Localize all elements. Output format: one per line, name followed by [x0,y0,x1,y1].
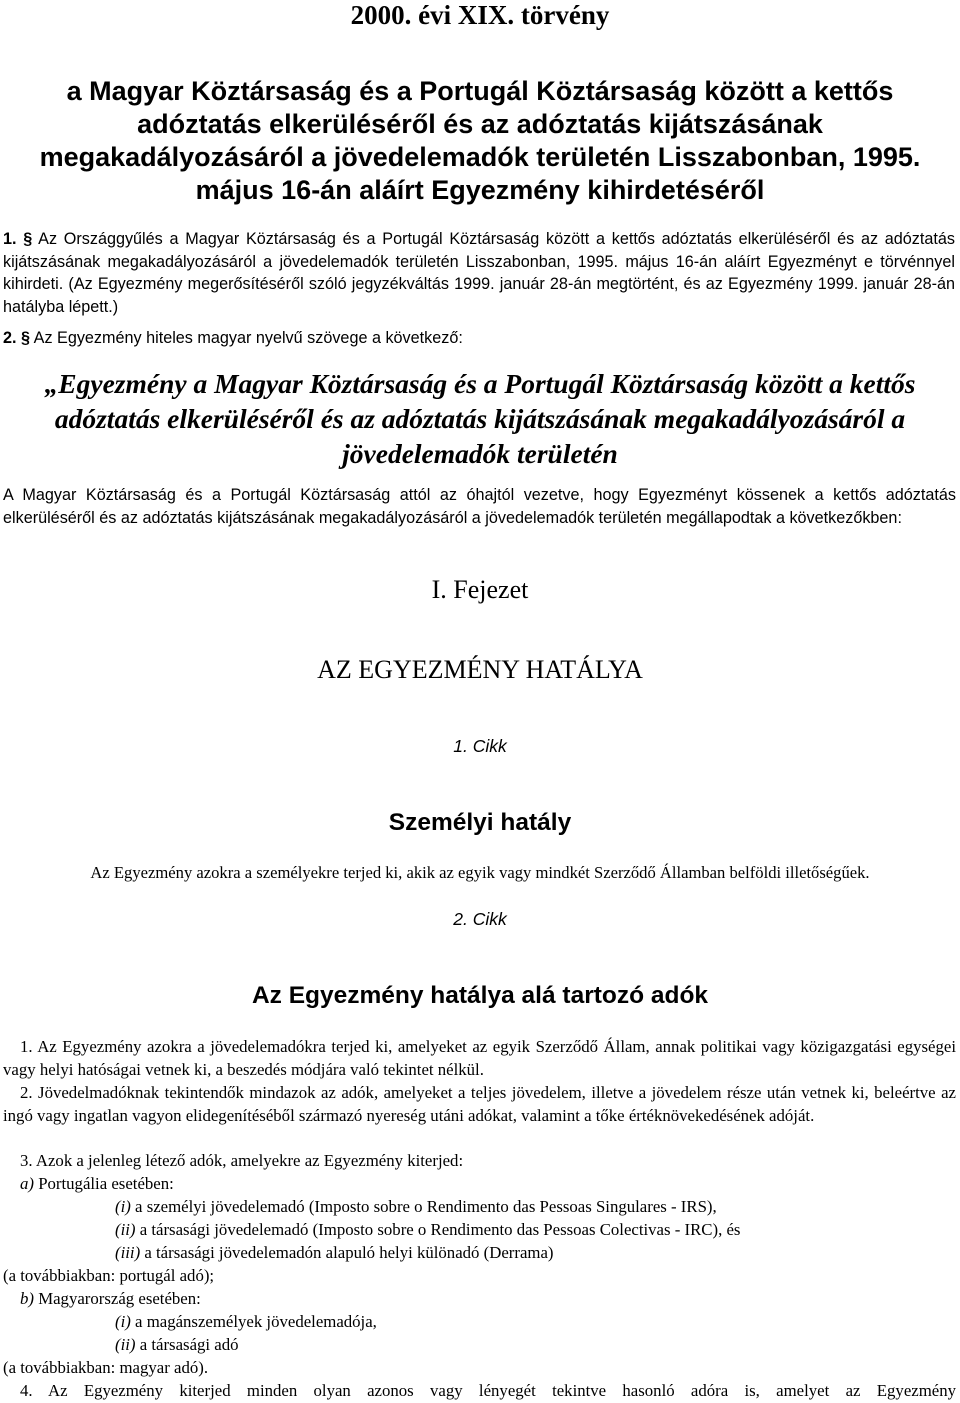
chapter-label: I. Fejezet [431,575,529,604]
portugal-marker: a) [20,1174,34,1193]
portugal-heading [20,1174,174,1194]
section-2-number: 2. [3,329,17,347]
hungary-label: Magyarország esetében: [38,1289,201,1308]
item-text: a társasági jövedelemadón alapuló helyi különadó (Derrama) [144,1243,554,1262]
section-2-text: Az Egyezmény hiteles magyar nyelvű szövege a következő: [33,329,463,347]
portugal-item [115,1220,740,1240]
hungary-marker: b) [20,1289,34,1308]
section-1-text: Az Országgyűlés a Magyar Köztársaság és a Portugál Köztársaság között a kettős adóztatás elkerüléséről és az adóztatás kijátszásának megakadályozásáról a jövedelemadók területén Lisszabonban, 1995. május 16-án aláírt Egyezményt e törvénnyel kihirdeti. (Az Egyezmény megerősítéséről szóló jegyzékváltás 1999. január 28-án megtörtént, és az Egyezmény 1999. január 28-án hatályba lépett.) [3,230,955,316]
article-2-paragraph-2: 2. Jövedelmadóknak tekintendők mindazok az adók, amelyeket a teljes jövedelem, illetve a jövedelem része után vetnek ki, beleértve az ingó vagy ingatlan vagyon elidegenítéséből származó nyereség utáni adókat, valamint a tőke értéknövekedésének adóját. [3,1083,956,1125]
hungary-item [115,1312,377,1332]
article-2-paragraph-3-intro: 3. Azok a jelenleg létező adók, amelyekre az Egyezmény kiterjed: [20,1151,464,1170]
chapter-title: AZ EGYEZMÉNY HATÁLYA [317,655,643,684]
item-text: a társasági adó [139,1335,239,1354]
item-marker: (ii) [115,1220,136,1239]
item-text: a társasági jövedelemadó (Imposto sobre o Rendimento das Pessoas Colectivas - IRC), és [139,1220,741,1239]
hungary-item [115,1335,239,1355]
law-title: a Magyar Köztársaság és a Portugál Köztársaság között a kettős adóztatás elkerüléséről és az adóztatás kijátszásának megakadályozásáról a jövedelemadók területén Lisszabonban, 1995. május 16-án aláírt Egyezmény kihirdetéséről [39,76,921,205]
item-marker: (i) [115,1312,131,1331]
article-2-paragraph-1: 1. Az Egyezmény azokra a jövedelemadókra terjed ki, amelyeket az egyik Szerződő Állam, annak politikai vagy közigazgatási egységei vagy helyi hatóságai vetnek ki, a beszedés módjára való tekintet nélkül. [3,1037,956,1079]
section-1-number: 1. [3,230,17,248]
hungary-heading [20,1289,201,1309]
taxes-list [0,1151,960,1403]
section-2 [3,327,955,350]
section-1 [3,228,955,318]
section-1-sign: § [23,230,33,248]
item-marker: (ii) [115,1335,136,1354]
section-2-sign: § [21,329,31,347]
law-number: 2000. évi XIX. törvény [350,0,610,30]
portugal-item [115,1197,717,1217]
portugal-label: Portugália esetében: [38,1174,174,1193]
article-1-title: Személyi hatály [388,809,572,836]
article-2-paragraph-4: 4. Az Egyezmény kiterjed minden olyan azonos vagy lényegét tekintve hasonló adóra is, amelyet az Egyezmény [20,1381,956,1400]
item-text: a magánszemélyek jövedelemadója, [135,1312,377,1331]
agreement-preamble: A Magyar Köztársaság és a Portugál Köztársaság attól az óhajtól vezetve, hogy Egyezményt kössenek a kettős adóztatás elkerüléséről és az adóztatás kijátszásának megakadályozásáról a jövedelemadók területén megállapodtak a következőkben: [3,486,956,527]
item-marker: (iii) [115,1243,141,1262]
article-2-number: 2. Cikk [453,909,507,929]
hungary-closing: (a továbbiakban: magyar adó). [3,1358,209,1377]
article-2-title: Az Egyezmény hatálya alá tartozó adók [251,982,709,1009]
portugal-closing: (a továbbiakban: portugál adó); [3,1266,215,1285]
item-text: a személyi jövedelemadó (Imposto sobre o Rendimento das Pessoas Singulares - IRS), [135,1197,717,1216]
article-2-body [3,1035,956,1127]
article-1-text: Az Egyezmény azokra a személyekre terjed ki, akik az egyik vagy mindkét Szerződő Államban belföldi illetőségűek. [90,863,870,882]
portugal-item [115,1243,554,1263]
agreement-title: „Egyezmény a Magyar Köztársaság és a Portugál Köztársaság között a kettős adóztatás elkerüléséről és az adóztatás kijátszásának megakadályozásáról a jövedelemadók területén [44,368,916,469]
item-marker: (i) [115,1197,131,1216]
article-1-number: 1. Cikk [453,736,507,756]
